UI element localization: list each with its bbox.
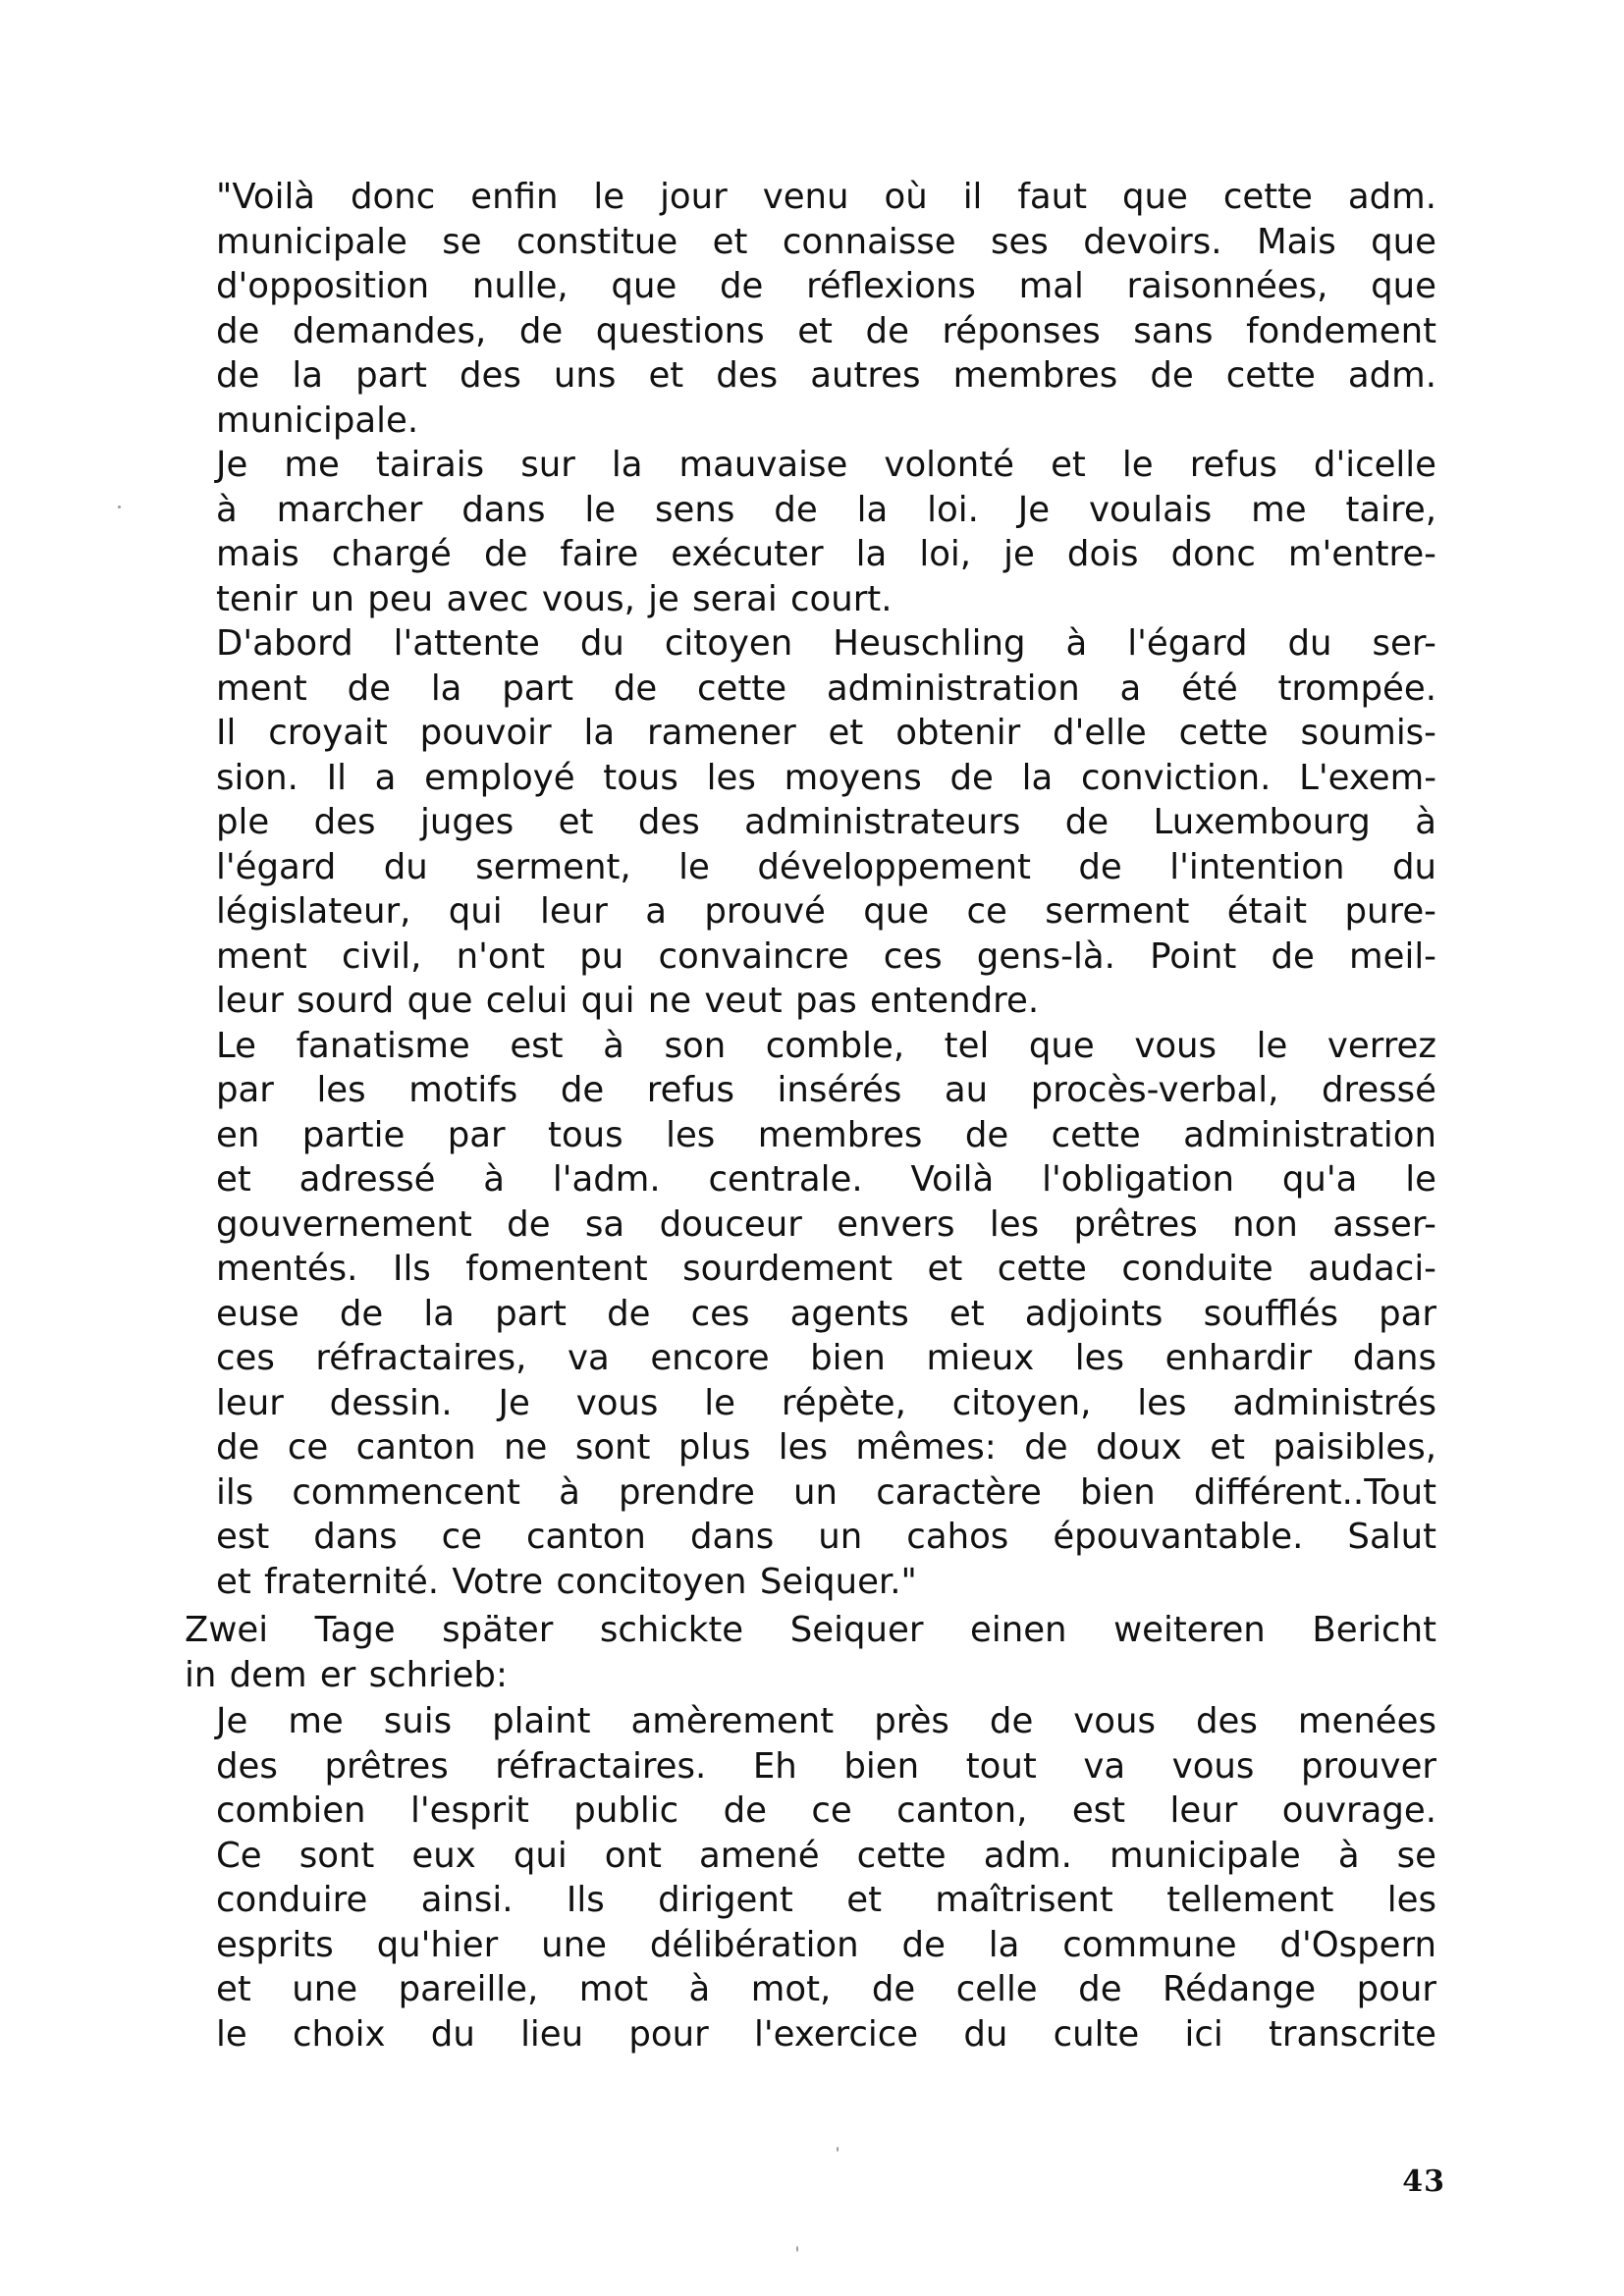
text-line: mais chargé de faire exécuter la loi, je dois donc m'entre- — [216, 534, 1436, 574]
text-line: euse de la part de ces agents et adjoints soufflés par — [216, 1293, 1436, 1334]
text-line: ment civil, n'ont pu convaincre ces gens-là. Point de meil- — [216, 935, 1436, 977]
paragraph-5 — [185, 1608, 1436, 1697]
text-line: est dans ce canton dans un cahos épouvantable. Salut — [216, 1517, 1436, 1557]
quote-letter-block — [185, 175, 1436, 1604]
paragraph-1 — [216, 175, 1436, 443]
text-line: le choix du lieu pour l'exercice du culte ici transcrite — [216, 2013, 1436, 2055]
text-line: Je me suis plaint amèrement près de vous des menées — [216, 1701, 1436, 1741]
paragraph-4 — [216, 1024, 1436, 1605]
text-line: conduire ainsi. Ils dirigent et maîtrisent tellement les — [216, 1880, 1436, 1920]
narrative-block — [185, 1608, 1436, 1697]
text-line: Je me tairais sur la mauvaise volonté et le refus d'icelle — [216, 445, 1436, 485]
text-line: in dem er schrieb: — [185, 1654, 508, 1695]
scan-speck — [796, 2246, 798, 2252]
text-line: leur dessin. Je vous le répète, citoyen, les administrés — [216, 1382, 1436, 1423]
quote-report-block — [185, 1699, 1436, 2056]
text-line: de demandes, de questions et de réponses sans fondement — [216, 310, 1436, 351]
text-line: combien l'esprit public de ce canton, est leur ouvrage. — [216, 1790, 1436, 1831]
text-line: Ce sont eux qui ont amené cette adm. municipale à se — [216, 1835, 1436, 1876]
paragraph-3 — [216, 621, 1436, 1024]
text-line: Le fanatisme est à son comble, tel que vous le verrez — [216, 1025, 1436, 1066]
text-line: ple des juges et des administrateurs de Luxembourg à — [216, 802, 1436, 842]
paragraph-6 — [216, 1699, 1436, 2056]
text-line: législateur, qui leur a prouvé que ce serment était pure- — [216, 891, 1436, 932]
text-line: gouvernement de sa douceur envers les prêtres non asser- — [216, 1203, 1436, 1245]
text-line: municipale. — [216, 400, 419, 441]
text-line: esprits qu'hier une délibération de la commune d'Ospern — [216, 1924, 1436, 1965]
scan-speck — [118, 506, 121, 508]
text-line: Zwei Tage später schickte Seiquer einen weiteren Bericht — [185, 1610, 1436, 1650]
text-line: et adressé à l'adm. centrale. Voilà l'obligation qu'a le — [216, 1159, 1436, 1200]
text-line: ils commencent à prendre un caractère bien différent..Tout — [216, 1471, 1436, 1513]
text-line: l'égard du serment, le développement de l'intention du — [216, 846, 1436, 887]
text-line: ces réfractaires, va encore bien mieux les enhardir dans — [216, 1338, 1436, 1378]
paragraph-2 — [216, 443, 1436, 621]
text-line: à marcher dans le sens de la loi. Je voulais me taire, — [216, 489, 1436, 530]
text-line: leur sourd que celui qui ne veut pas entendre. — [216, 981, 1040, 1021]
text-line: tenir un peu avec vous, je serai court. — [216, 578, 893, 619]
text-line: municipale se constitue et connaisse ses devoirs. Mais que — [216, 221, 1436, 262]
text-line: "Voilà donc enfin le jour venu où il faut que cette adm. — [216, 177, 1436, 217]
text-line: par les motifs de refus insérés au procès-verbal, dressé — [216, 1070, 1436, 1110]
text-line: de ce canton ne sont plus les mêmes: de doux et paisibles, — [216, 1427, 1436, 1468]
text-line: ment de la part de cette administration a été trompée. — [216, 667, 1436, 709]
text-line: d'opposition nulle, que de réflexions mal raisonnées, que — [216, 266, 1436, 306]
text-line: en partie par tous les membres de cette administration — [216, 1114, 1436, 1155]
scan-speck — [837, 2147, 839, 2152]
text-line: sion. Il a employé tous les moyens de la conviction. L'exem- — [216, 757, 1436, 798]
page-number: 43 — [1402, 2164, 1445, 2199]
text-line: mentés. Ils fomentent sourdement et cette conduite audaci- — [216, 1249, 1436, 1289]
text-line: Il croyait pouvoir la ramener et obtenir d'elle cette soumis- — [216, 713, 1436, 753]
text-line: de la part des uns et des autres membres de cette adm. — [216, 355, 1436, 396]
text-line: des prêtres réfractaires. Eh bien tout va vous prouver — [216, 1745, 1436, 1787]
text-line: et fraternité. Votre concitoyen Seiquer." — [216, 1561, 917, 1602]
text-line: et une pareille, mot à mot, de celle de Rédange pour — [216, 1969, 1436, 2009]
text-line: D'abord l'attente du citoyen Heuschling à l'égard du ser- — [216, 623, 1436, 664]
